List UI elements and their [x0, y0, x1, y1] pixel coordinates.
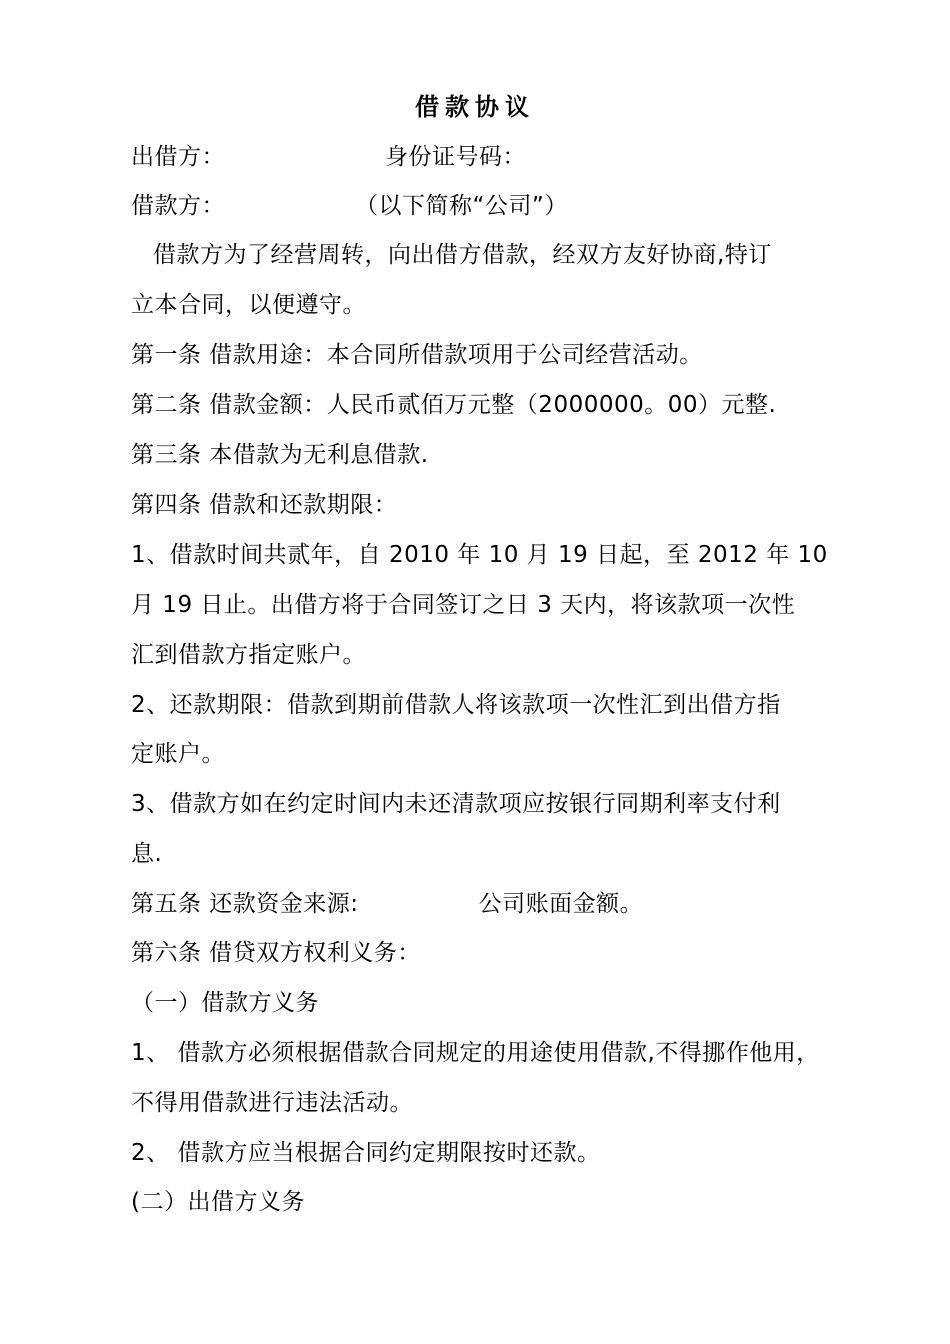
article-4-item-2-line-2: 定账户。 — [131, 741, 225, 767]
borrower-line — [131, 191, 568, 221]
lender-label: 出借方： — [131, 144, 225, 170]
article-4-item-1-line-1: 1、借款时间共贰年，自 2010 年 10 月 19 日起，至 2012 年 10 — [131, 542, 828, 568]
borrower-note: （以下简称“公司”） — [355, 193, 568, 219]
article-4-item-1-line-3: 汇到借款方指定账户。 — [131, 642, 366, 668]
document-title: 借款协议 — [415, 93, 535, 121]
section-1-item-1-line-2: 不得用借款进行违法活动。 — [131, 1090, 413, 1116]
intro-line-1: 借款方为了经营周转，向出借方借款，经双方友好协商,特订 — [153, 242, 772, 268]
article-4-item-3-line-1: 3、借款方如在约定时间内未还清款项应按银行同期利率支付利 — [131, 791, 781, 817]
article-4: 第四条 借款和还款期限： — [131, 492, 398, 518]
article-5-value: 公司账面金额。 — [478, 891, 644, 917]
article-4-item-2-line-1: 2、还款期限：借款到期前借款人将该款项一次性汇到出借方指 — [131, 692, 781, 718]
article-5-label: 第五条 还款资金来源: — [131, 891, 359, 917]
lender-line — [131, 142, 526, 172]
article-6: 第六条 借贷双方权利义务： — [131, 940, 421, 966]
article-3: 第三条 本借款为无利息借款. — [131, 442, 429, 468]
intro-line-2: 立本合同，以便遵守。 — [131, 292, 366, 318]
article-5 — [131, 889, 643, 919]
section-1-heading: （一）借款方义务 — [131, 990, 319, 1016]
article-1: 第一条 借款用途：本合同所借款项用于公司经营活动。 — [131, 342, 703, 368]
section-2-heading: (二）出借方义务 — [131, 1189, 305, 1215]
section-1-item-2: 2、 借款方应当根据合同约定期限按时还款。 — [131, 1140, 601, 1166]
article-4-item-1-line-2: 月 19 日止。出借方将于合同签订之日 3 天内，将该款项一次性 — [131, 592, 796, 618]
borrower-label: 借款方： — [131, 193, 225, 219]
article-2: 第二条 借款金额：人民币贰佰万元整（2000000。00）元整. — [131, 392, 777, 418]
article-4-item-3-line-2: 息. — [131, 841, 163, 867]
lender-id-label: 身份证号码： — [385, 144, 526, 170]
section-1-item-1-line-1: 1、 借款方必须根据借款合同规定的用途使用借款,不得挪作他用， — [131, 1040, 820, 1066]
